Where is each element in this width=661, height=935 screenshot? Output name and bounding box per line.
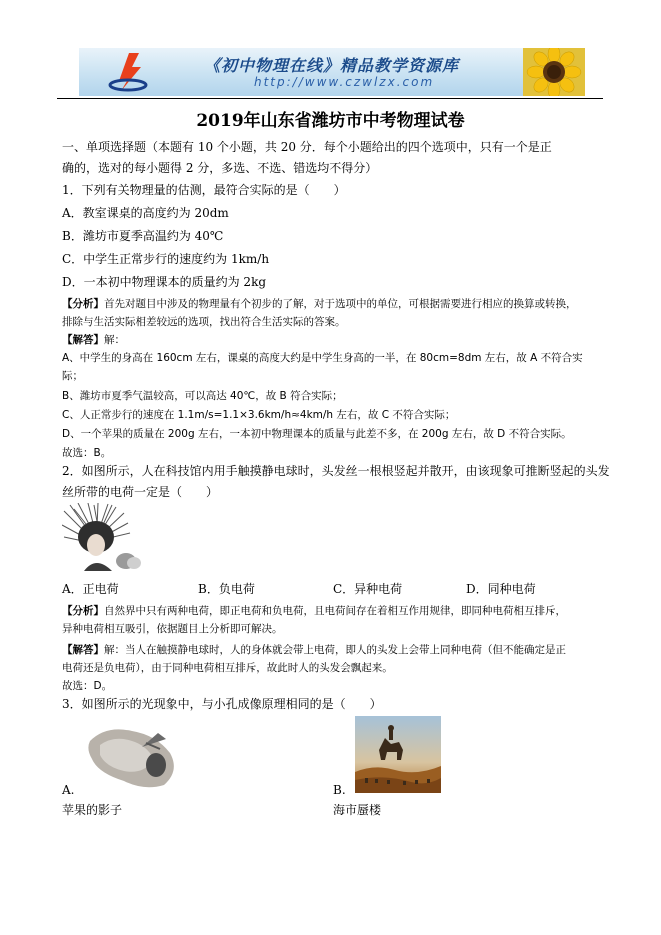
q1-answer-line6: 故选：B。: [62, 447, 112, 459]
header-banner: [79, 48, 585, 96]
banner-title: 《初中物理在线》精品教学资源库: [204, 56, 460, 75]
q1-answer-tag: 【解答】: [62, 334, 104, 346]
q3-option-b-letter: B.: [333, 783, 346, 797]
q1-answer-intro: 解：: [104, 334, 125, 346]
q1-option-c: C．中学生正常步行的速度约为 1km/h: [62, 252, 270, 266]
q1-analysis-tag: 【分析】: [62, 298, 104, 310]
q1-stem: 1．下列有关物理量的估测，最符合实际的是（ ）: [62, 183, 346, 197]
banner-url: http://www.czwlzx.com: [254, 75, 435, 89]
mirage-figure: [355, 716, 441, 793]
q2-answer-text: 解：当人在触摸静电球时，人的身体就会带上电荷，即人的头发上会带上同种电荷（但不能确定是正: [104, 644, 566, 656]
q1-option-a: A．教室课桌的高度约为 20dm: [62, 206, 229, 220]
q2-option-a: A．正电荷: [62, 582, 119, 596]
q1-analysis-text: 首先对题目中涉及的物理量有个初步的了解，对于选项中的单位，可根据需要进行相应的换算或转换，: [104, 298, 577, 310]
q2-answer-line2: 电荷还是负电荷），由于同种电荷相互排斥，故此时人的头发会飘起来。: [62, 662, 393, 674]
document-title: 2019年山东省潍坊市中考物理试卷: [196, 111, 465, 131]
q2-analysis-line1: [62, 604, 566, 618]
q2-answer-line1: [62, 643, 566, 657]
q2-stem-line2: 丝所带的电荷一定是（ ）: [62, 485, 219, 499]
q3-option-b-caption: 海市蜃楼: [333, 803, 382, 817]
section-instructions-line1: 一、单项选择题（本题有 10 个小题，共 20 分．每个小题给出的四个选项中，只有一个是正: [62, 140, 552, 154]
q2-analysis-text: 自然界中只有两种电荷，即正电荷和负电荷，且电荷间存在着相互作用规律，即同种电荷相互排斥，: [104, 605, 566, 617]
static-hair-figure: [62, 503, 144, 571]
q1-answer-head: [62, 333, 125, 347]
q3-stem: 3．如图所示的光现象中，与小孔成像原理相同的是（ ）: [62, 697, 382, 711]
q2-analysis-line2: 异种电荷相互吸引，依据题目上分析即可解决。: [62, 623, 283, 635]
q1-analysis-line2: 排除与生活实际相差较远的选项，找出符合生活实际的答案。: [62, 316, 346, 328]
header-rule: [57, 98, 603, 99]
q3-option-a-letter: A.: [62, 783, 75, 797]
q2-option-b: B．负电荷: [198, 582, 255, 596]
q1-analysis-line1: [62, 297, 577, 311]
q2-stem-line1: 2．如图所示，人在科技馆内用手触摸静电球时，头发丝一根根竖起并散开，由该现象可推断竖起的头发: [62, 464, 610, 478]
q1-option-b: B．潍坊市夏季高温约为 40℃: [62, 229, 224, 243]
apple-shadow-figure: [84, 719, 194, 791]
q2-answer-line3: 故选：D。: [62, 680, 113, 692]
q1-answer-line2: 际；: [62, 370, 83, 382]
q2-analysis-tag: 【分析】: [62, 605, 104, 617]
q1-answer-line5: D、一个苹果的质量在 200g 左右，一本初中物理课本的质量与此差不多，在 200g 左右，故 D 不符合实际。: [62, 428, 572, 440]
logo-icon: [107, 51, 149, 93]
q2-answer-tag: 【解答】: [62, 644, 104, 656]
q3-option-a-caption: 苹果的影子: [62, 803, 123, 817]
q1-answer-line1: A、中学生的身高在 160cm 左右，课桌的高度大约是中学生身高的一半，在 80cm=8dm 左右，故 A 不符合实: [62, 352, 583, 364]
q1-answer-line4: C、人正常步行的速度在 1.1m/s=1.1×3.6km/h≈4km/h 左右，故 C 不符合实际；: [62, 409, 456, 421]
q1-answer-line3: B、潍坊市夏季气温较高，可以高达 40℃，故 B 符合实际；: [62, 390, 343, 402]
sunflower-icon: [523, 48, 585, 96]
q1-option-d: D．一本初中物理课本的质量约为 2kg: [62, 275, 267, 289]
section-instructions-line2: 确的，选对的每小题得 2 分，多选、不选、错选均不得分）: [62, 161, 378, 175]
q2-option-c: C．异种电荷: [333, 582, 403, 596]
q2-option-d: D．同种电荷: [466, 582, 536, 596]
